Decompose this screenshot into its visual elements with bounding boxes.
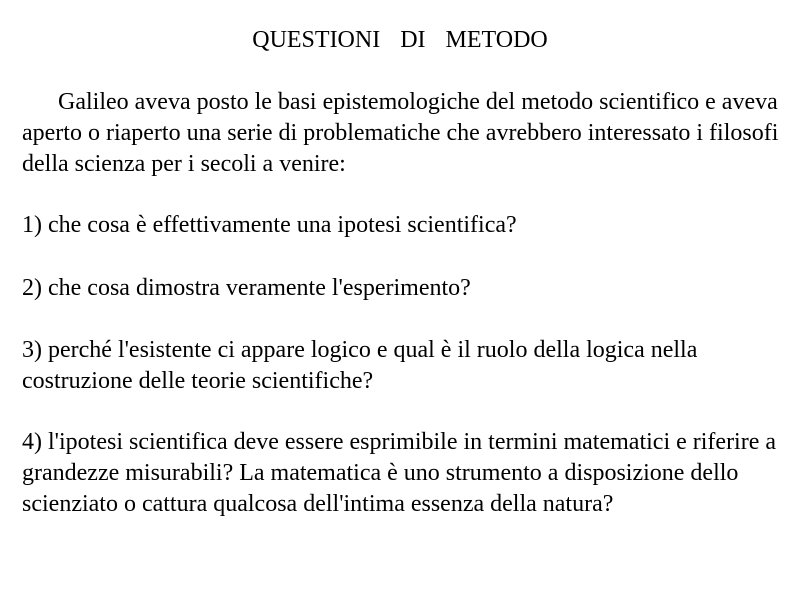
slide-title: QUESTIONI DI METODO bbox=[252, 27, 548, 53]
question-3: 3) perché l'esistente ci appare logico e qual è il ruolo della logica nella costruzione delle teorie scientifiche? bbox=[22, 337, 698, 394]
intro-paragraph: Galileo aveva posto le basi epistemologiche del metodo scientifico e aveva aperto o riaperto una serie di problematiche che avrebbero interessato i filosofi della scienza per i secoli a venire: bbox=[22, 89, 779, 177]
question-2: 2) che cosa dimostra veramente l'esperimento? bbox=[22, 275, 471, 301]
question-1: 1) che cosa è effettivamente una ipotesi scientifica? bbox=[22, 212, 517, 238]
question-4: 4) l'ipotesi scientifica deve essere esprimibile in termini matematici e riferire a grandezze misurabili? La matematica è uno strumento a disposizione dello scienziato o cattura qualcosa dell'intima essenza della natura? bbox=[22, 429, 777, 517]
